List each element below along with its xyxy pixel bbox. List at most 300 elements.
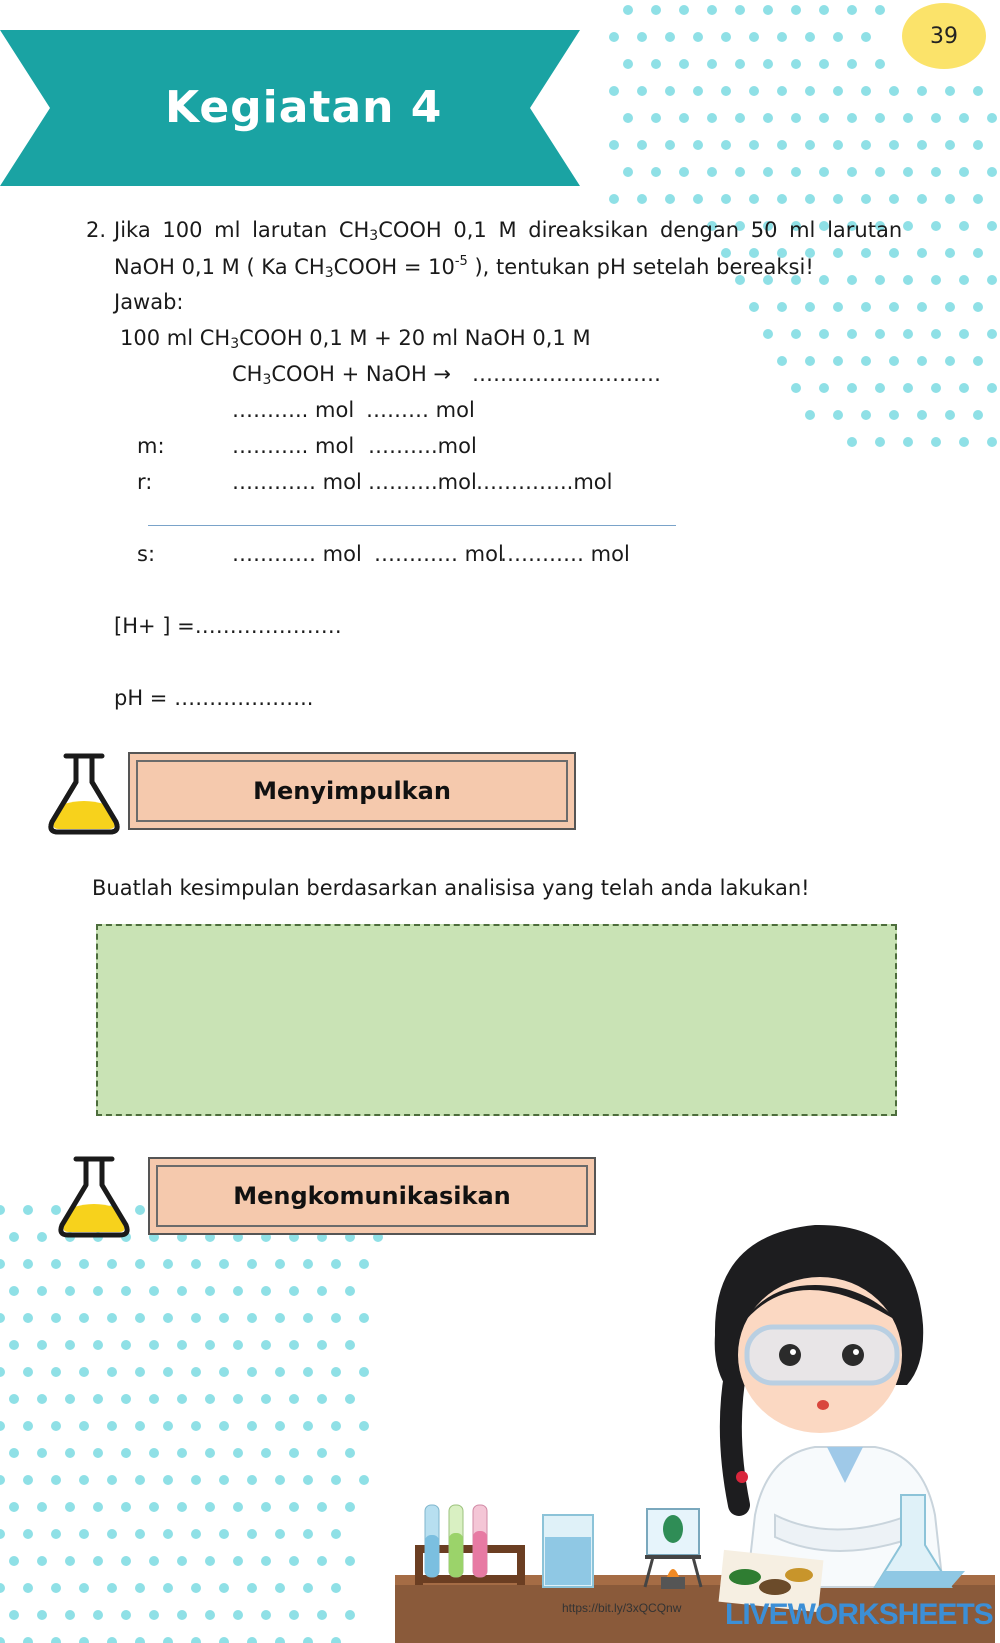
dot xyxy=(707,59,717,69)
dot xyxy=(93,1448,103,1458)
dot xyxy=(637,32,647,42)
dot xyxy=(191,1367,201,1377)
dot xyxy=(875,329,885,339)
dot xyxy=(289,1394,299,1404)
dot xyxy=(121,1610,131,1620)
dot xyxy=(51,1583,61,1593)
s-mol-3[interactable]: ………… mol xyxy=(500,542,630,566)
dot xyxy=(163,1313,173,1323)
dot xyxy=(931,329,941,339)
dot xyxy=(205,1286,215,1296)
dot xyxy=(219,1313,229,1323)
dot xyxy=(359,1367,369,1377)
dot xyxy=(791,59,801,69)
dot xyxy=(805,86,815,96)
dot xyxy=(833,302,843,312)
dot xyxy=(247,1529,257,1539)
dot xyxy=(345,1448,355,1458)
dot xyxy=(219,1367,229,1377)
dot xyxy=(735,5,745,15)
dot xyxy=(763,59,773,69)
s-mol-2[interactable]: ………… mol xyxy=(374,542,504,566)
dot xyxy=(637,140,647,150)
dot xyxy=(289,1610,299,1620)
dot xyxy=(875,5,885,15)
dot xyxy=(219,1583,229,1593)
dot xyxy=(931,221,941,231)
dot xyxy=(317,1340,327,1350)
dot xyxy=(763,167,773,177)
dot xyxy=(247,1259,257,1269)
dot xyxy=(679,5,689,15)
dot xyxy=(973,410,983,420)
dot xyxy=(9,1610,19,1620)
dot xyxy=(819,5,829,15)
dot xyxy=(107,1313,117,1323)
s-label: s: xyxy=(137,542,156,566)
dot xyxy=(987,113,997,123)
dot xyxy=(233,1394,243,1404)
dot xyxy=(289,1448,299,1458)
dot xyxy=(303,1583,313,1593)
dot xyxy=(945,248,955,258)
dot xyxy=(875,437,885,447)
dot xyxy=(191,1475,201,1485)
dot xyxy=(903,167,913,177)
dot xyxy=(149,1340,159,1350)
dot xyxy=(289,1502,299,1512)
dot xyxy=(107,1637,117,1643)
dot xyxy=(0,1421,5,1431)
section-menyimpulkan-title: Menyimpulkan xyxy=(253,777,451,805)
dot xyxy=(609,194,619,204)
dot xyxy=(51,1637,61,1643)
dot xyxy=(665,140,675,150)
dot xyxy=(847,59,857,69)
dot xyxy=(889,140,899,150)
dot xyxy=(819,275,829,285)
dot xyxy=(65,1448,75,1458)
worksheet-url[interactable]: https://bit.ly/3xQCQnw xyxy=(562,1601,682,1615)
dot xyxy=(721,32,731,42)
page-number-badge xyxy=(902,3,986,69)
dot xyxy=(917,194,927,204)
dot xyxy=(107,1421,117,1431)
dot xyxy=(637,194,647,204)
dot xyxy=(903,221,913,231)
dot xyxy=(317,1394,327,1404)
dot xyxy=(79,1259,89,1269)
dot xyxy=(205,1340,215,1350)
dot xyxy=(331,1529,341,1539)
dot xyxy=(805,32,815,42)
dot xyxy=(945,86,955,96)
dot xyxy=(149,1610,159,1620)
dot xyxy=(763,113,773,123)
dot xyxy=(163,1529,173,1539)
dot xyxy=(931,437,941,447)
initial-mol-2[interactable]: ……… mol xyxy=(366,398,475,422)
dot xyxy=(219,1475,229,1485)
dot xyxy=(819,383,829,393)
dot xyxy=(65,1286,75,1296)
dot xyxy=(651,167,661,177)
dot xyxy=(791,113,801,123)
dot xyxy=(163,1475,173,1485)
dot xyxy=(191,1637,201,1643)
ph-line[interactable]: pH = ……………….. xyxy=(114,686,314,710)
dot xyxy=(23,1637,33,1643)
dot xyxy=(121,1448,131,1458)
dot xyxy=(847,5,857,15)
dot xyxy=(107,1475,117,1485)
dot xyxy=(317,1448,327,1458)
dot xyxy=(735,59,745,69)
dot xyxy=(135,1313,145,1323)
dot xyxy=(51,1529,61,1539)
dot xyxy=(931,167,941,177)
dot xyxy=(735,167,745,177)
dot xyxy=(875,167,885,177)
dot xyxy=(987,437,997,447)
dot xyxy=(51,1475,61,1485)
dot xyxy=(651,59,661,69)
dot xyxy=(177,1556,187,1566)
r-mol-1[interactable]: ………… mol xyxy=(232,470,362,494)
dot xyxy=(303,1475,313,1485)
dot xyxy=(819,329,829,339)
dot xyxy=(917,140,927,150)
dot xyxy=(331,1259,341,1269)
dot xyxy=(93,1286,103,1296)
answer-label: Jawab: xyxy=(114,290,184,314)
dot xyxy=(9,1340,19,1350)
dot xyxy=(973,86,983,96)
dot xyxy=(973,194,983,204)
dot xyxy=(331,1421,341,1431)
dot xyxy=(777,356,787,366)
dot xyxy=(805,194,815,204)
dot xyxy=(833,86,843,96)
r-mol-3[interactable]: …………..mol xyxy=(476,470,613,494)
conclusion-answer-box[interactable] xyxy=(96,924,897,1116)
reaction-product-blank[interactable]: ……………………… xyxy=(472,362,661,386)
dot xyxy=(289,1340,299,1350)
dot xyxy=(345,1340,355,1350)
dot xyxy=(791,167,801,177)
question-number: 2. xyxy=(86,218,107,242)
dot xyxy=(275,1367,285,1377)
dot xyxy=(777,86,787,96)
dot xyxy=(275,1637,285,1643)
dot xyxy=(121,1394,131,1404)
dot xyxy=(261,1394,271,1404)
dot xyxy=(359,1421,369,1431)
dot xyxy=(261,1340,271,1350)
dot xyxy=(331,1367,341,1377)
dot xyxy=(261,1448,271,1458)
dot xyxy=(819,113,829,123)
dot xyxy=(79,1367,89,1377)
dot xyxy=(777,32,787,42)
dot xyxy=(23,1529,33,1539)
dot xyxy=(959,113,969,123)
dot xyxy=(149,1394,159,1404)
dot xyxy=(23,1583,33,1593)
dot xyxy=(65,1556,75,1566)
dot xyxy=(191,1583,201,1593)
dot xyxy=(973,140,983,150)
dot xyxy=(247,1367,257,1377)
dot xyxy=(777,194,787,204)
dot xyxy=(917,248,927,258)
dot xyxy=(149,1448,159,1458)
dot xyxy=(847,275,857,285)
dot xyxy=(651,113,661,123)
dot xyxy=(149,1556,159,1566)
dot xyxy=(65,1394,75,1404)
dot xyxy=(93,1394,103,1404)
dot xyxy=(121,1286,131,1296)
dot xyxy=(763,5,773,15)
dot xyxy=(205,1610,215,1620)
dot xyxy=(861,356,871,366)
dot xyxy=(331,1637,341,1643)
dot xyxy=(763,329,773,339)
dot xyxy=(959,167,969,177)
dot xyxy=(233,1556,243,1566)
m-mol-2[interactable]: ……….mol xyxy=(368,434,477,458)
dot xyxy=(121,1556,131,1566)
dot xyxy=(861,248,871,258)
dot xyxy=(247,1421,257,1431)
dot xyxy=(959,329,969,339)
dot xyxy=(833,248,843,258)
dot xyxy=(303,1637,313,1643)
dot xyxy=(735,113,745,123)
dot xyxy=(135,1367,145,1377)
dot xyxy=(875,113,885,123)
dot xyxy=(65,1502,75,1512)
dot xyxy=(0,1583,5,1593)
dot xyxy=(861,32,871,42)
dot xyxy=(177,1610,187,1620)
dot xyxy=(163,1259,173,1269)
dot xyxy=(23,1259,33,1269)
dot xyxy=(693,32,703,42)
dot xyxy=(959,383,969,393)
dot xyxy=(107,1367,117,1377)
dot xyxy=(749,302,759,312)
dot xyxy=(791,5,801,15)
dot xyxy=(833,32,843,42)
dot xyxy=(79,1583,89,1593)
dot xyxy=(163,1421,173,1431)
initial-mol-1[interactable]: ……….. mol xyxy=(232,398,355,422)
dot xyxy=(289,1556,299,1566)
dot xyxy=(0,1205,5,1215)
dot xyxy=(749,32,759,42)
dot xyxy=(37,1556,47,1566)
dot xyxy=(37,1340,47,1350)
dot xyxy=(135,1259,145,1269)
dot xyxy=(679,59,689,69)
dot xyxy=(623,113,633,123)
dot xyxy=(0,1259,5,1269)
dot xyxy=(303,1259,313,1269)
dot xyxy=(247,1313,257,1323)
r-mol-2[interactable]: ……….mol xyxy=(368,470,477,494)
dot xyxy=(847,383,857,393)
dot xyxy=(0,1313,5,1323)
dot xyxy=(665,86,675,96)
dot xyxy=(875,59,885,69)
dot xyxy=(987,383,997,393)
dot xyxy=(219,1529,229,1539)
dot xyxy=(233,1502,243,1512)
dot xyxy=(665,194,675,204)
dot xyxy=(889,194,899,204)
dot xyxy=(177,1286,187,1296)
dot xyxy=(931,113,941,123)
dot xyxy=(861,194,871,204)
dot xyxy=(191,1421,201,1431)
m-label: m: xyxy=(137,434,165,458)
dot xyxy=(93,1340,103,1350)
dot xyxy=(791,383,801,393)
dot xyxy=(875,275,885,285)
dot xyxy=(777,302,787,312)
dot xyxy=(317,1286,327,1296)
dot xyxy=(987,167,997,177)
s-mol-1[interactable]: ………… mol xyxy=(232,542,362,566)
dot xyxy=(833,140,843,150)
dot xyxy=(219,1259,229,1269)
dot xyxy=(9,1556,19,1566)
dot xyxy=(37,1502,47,1512)
dot xyxy=(149,1502,159,1512)
dot xyxy=(721,194,731,204)
dot xyxy=(107,1529,117,1539)
dot xyxy=(987,329,997,339)
dot xyxy=(331,1313,341,1323)
dot xyxy=(889,302,899,312)
section-mengkomunikasikan-title: Mengkomunikasikan xyxy=(233,1182,511,1210)
dot xyxy=(9,1232,19,1242)
conclusion-instruction: Buatlah kesimpulan berdasarkan analisisa yang telah anda lakukan! xyxy=(92,876,810,900)
dot xyxy=(9,1286,19,1296)
h-plus-line[interactable]: [H+ ] =………………… xyxy=(114,614,342,638)
dot xyxy=(973,248,983,258)
dot xyxy=(303,1529,313,1539)
dot xyxy=(261,1286,271,1296)
dot xyxy=(121,1502,131,1512)
dot xyxy=(93,1556,103,1566)
dot xyxy=(707,113,717,123)
dot xyxy=(917,86,927,96)
dot xyxy=(903,437,913,447)
flask-icon xyxy=(46,752,122,836)
dot xyxy=(163,1637,173,1643)
dot xyxy=(345,1610,355,1620)
dot xyxy=(805,302,815,312)
dot xyxy=(247,1583,257,1593)
dot xyxy=(23,1313,33,1323)
dot xyxy=(847,113,857,123)
dot xyxy=(359,1475,369,1485)
dot xyxy=(317,1502,327,1512)
dot xyxy=(623,5,633,15)
section-menyimpulkan xyxy=(128,752,576,830)
dot xyxy=(777,140,787,150)
dot xyxy=(959,437,969,447)
dot xyxy=(931,383,941,393)
given-line: 100 ml $CH_3COOH$ 0,1 M + 20 ml NaOH 0,1 M xyxy=(120,326,591,352)
dot xyxy=(623,59,633,69)
dot xyxy=(275,1529,285,1539)
dot xyxy=(233,1610,243,1620)
dot xyxy=(205,1502,215,1512)
dot xyxy=(945,302,955,312)
dot xyxy=(959,221,969,231)
dot xyxy=(637,86,647,96)
dot xyxy=(679,113,689,123)
banner-title: Kegiatan 4 xyxy=(165,82,443,133)
dot xyxy=(0,1637,5,1643)
dot xyxy=(149,1286,159,1296)
dot xyxy=(135,1475,145,1485)
dot xyxy=(275,1421,285,1431)
dot xyxy=(359,1313,369,1323)
dot xyxy=(917,356,927,366)
dot xyxy=(721,86,731,96)
dot xyxy=(903,113,913,123)
dot xyxy=(261,1610,271,1620)
dot xyxy=(359,1259,369,1269)
dot xyxy=(121,1340,131,1350)
dot xyxy=(345,1286,355,1296)
m-mol-1[interactable]: ……….. mol xyxy=(232,434,355,458)
dot xyxy=(609,86,619,96)
ice-table-divider xyxy=(148,525,676,526)
dot xyxy=(917,302,927,312)
dot xyxy=(847,437,857,447)
dot xyxy=(0,1475,5,1485)
dot xyxy=(135,1583,145,1593)
dot xyxy=(987,275,997,285)
dot xyxy=(65,1340,75,1350)
dot xyxy=(233,1340,243,1350)
dot xyxy=(51,1421,61,1431)
dot xyxy=(805,410,815,420)
dot xyxy=(707,5,717,15)
dot xyxy=(135,1637,145,1643)
dot xyxy=(889,356,899,366)
dot xyxy=(987,221,997,231)
dot xyxy=(163,1367,173,1377)
scientist-girl-illustration xyxy=(395,1215,995,1643)
dot xyxy=(289,1286,299,1296)
dot xyxy=(945,194,955,204)
dot xyxy=(609,32,619,42)
dot xyxy=(23,1367,33,1377)
dot xyxy=(275,1313,285,1323)
dot xyxy=(889,248,899,258)
dot xyxy=(861,302,871,312)
dot xyxy=(275,1475,285,1485)
dot xyxy=(861,140,871,150)
dot xyxy=(247,1637,257,1643)
